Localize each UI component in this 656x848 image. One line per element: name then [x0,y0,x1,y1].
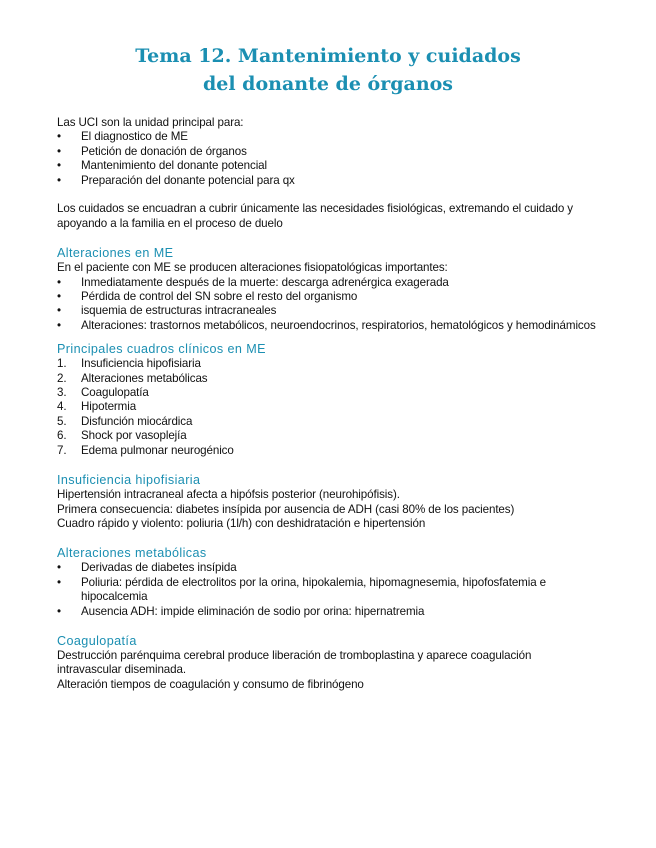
list-item: • El diagnostico de ME [57,130,188,144]
section-heading-insuficiencia: Insuficiencia hipofisiaria [57,473,201,488]
paragraph-line: Destrucción parénquima cerebral produce liberación de tromboplastina y aparece coagulación intravascular diseminada. [57,648,532,677]
bullet-icon: • [57,173,61,187]
list-item: 5. Disfunción miocárdica [57,414,193,428]
bullet-icon: • [57,275,61,289]
list-item: 2. Alteraciones metabólicas [57,371,208,385]
list-item: • Derivadas de diabetes insípida [57,561,237,575]
list-item: • Pérdida de control del SN sobre el resto del organismo [57,290,358,304]
section-heading-cuadros: Principales cuadros clínicos en ME [57,342,266,357]
list-item: • Inmediatamente después de la muerte: descarga adrenérgica exagerada [57,275,449,289]
list-item: • Alteraciones: trastornos metabólicos, neuroendocrinos, respiratorios, hematológicos y hemodinámicos [57,318,596,332]
paragraph-line: Cuadro rápido y violento: poliuria (1l/h) con deshidratación e hipertensión [57,516,426,530]
bullet-icon: • [57,290,61,304]
bullet-icon: • [57,159,61,173]
bullet-icon: • [57,144,61,158]
list-item: • Mantenimiento del donante potencial [57,159,267,173]
section-heading-coagulopatia: Coagulopatía [57,633,137,648]
bullet-icon: • [57,130,61,144]
list-item: 4. Hipotermia [57,400,137,414]
list-item: 6. Shock por vasoplejía [57,429,187,443]
list-item: 7. Edema pulmonar neurogénico [57,443,234,457]
section-heading-metabolicas: Alteraciones metabólicas [57,546,207,561]
bullet-icon: • [57,604,61,618]
list-item: • Preparación del donante potencial para qx [57,173,295,187]
paragraph-line: Alteración tiempos de coagulación y consumo de fibrinógeno [57,677,364,691]
intro-list [57,130,597,188]
document-body [57,116,597,692]
list-item: • Poliuria: pérdida de electrolitos por la orina, hipokalemia, hipomagnesemia, hipofosfatemia e hipocalcemia [57,575,547,604]
alteraciones-me-list [57,276,597,334]
list-item: • Petición de donación de órganos [57,144,247,158]
metabolicas-list [57,561,597,619]
intro-paragraph: Los cuidados se encuadran a cubrir únicamente las necesidades fisiológicas, extremando el cuidado y apoyando a la familia en el proceso de duelo [57,202,573,230]
list-item: • isquemia de estructuras intracraneales [57,304,277,318]
title-line-1: Tema 12. Mantenimiento y cuidados [135,45,521,67]
cuadros-list [57,357,597,458]
intro-lead: Las UCI son la unidad principal para: [57,116,244,129]
page-title [0,42,656,98]
bullet-icon: • [57,561,61,575]
list-item: 1. Insuficiencia hipofisiaria [57,357,201,371]
paragraph-line: Primera consecuencia: diabetes insípida por ausencia de ADH (casi 80% de los pacientes) [57,502,515,516]
list-item: • Ausencia ADH: impide eliminación de sodio por orina: hipernatremia [57,604,425,618]
bullet-icon: • [57,575,61,589]
bullet-icon: • [57,304,61,318]
title-line-2: del donante de órganos [202,73,454,95]
paragraph-line: Hipertensión intracraneal afecta a hipófsis posterior (neurohipófisis). [57,488,400,502]
list-item: 3. Coagulopatía [57,386,149,400]
section-heading-alteraciones-me: Alteraciones en ME [57,246,174,261]
bullet-icon: • [57,318,61,332]
alteraciones-me-lead: En el paciente con ME se producen alteraciones fisiopatológicas importantes: [57,261,448,275]
